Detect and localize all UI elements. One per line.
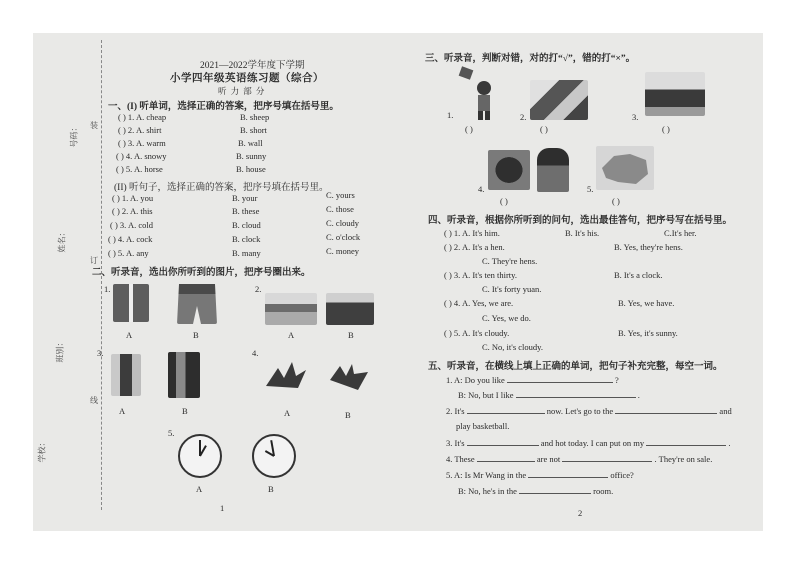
fill-3	[446, 438, 731, 448]
fill-3-text-1: 3. It's	[446, 438, 465, 448]
blank-3b[interactable]	[646, 445, 726, 446]
q4-4-b: B. Yes, we have.	[618, 298, 675, 308]
girl-picture	[537, 148, 569, 192]
margin-label-school: 学校：	[37, 438, 47, 463]
binding-char-3: 线	[90, 396, 98, 405]
fill-5-b-end: room.	[593, 486, 614, 496]
q4-1-b: B. It's his.	[565, 228, 600, 238]
p2-q4-c: C. o'clock	[326, 232, 361, 242]
fill-1-a-end: ?	[615, 375, 619, 385]
p1-q3: ( ) 3. A. warm	[118, 138, 166, 148]
p2-q3: ( ) 3. A. cold	[110, 220, 153, 230]
s2-q5-a: A	[196, 484, 203, 494]
blank-4b[interactable]	[562, 461, 652, 462]
blank-3a[interactable]	[467, 445, 539, 446]
s2-q4-a: A	[284, 408, 291, 418]
shoes-picture	[488, 150, 530, 190]
section-1-heading: 一、(I) 听单词，选择正确的答案，把序号填在括号里。	[108, 102, 339, 112]
s3-answer-4[interactable]: ( )	[500, 196, 508, 206]
q4-2-a: ( ) 2. A. It's a hen.	[444, 242, 505, 252]
s2-num-4: 4.	[252, 348, 259, 358]
boy-kite-picture	[458, 66, 498, 122]
page-number-2: 2	[578, 508, 583, 518]
exam-title: 小学四年级英语练习题（综合）	[170, 73, 324, 84]
s3-answer-1[interactable]: ( )	[465, 124, 473, 134]
china-map-picture	[596, 146, 654, 190]
s3-answer-2[interactable]: ( )	[540, 124, 548, 134]
section-1b-heading: (II) 听句子，选择正确的答案，把序号填在括号里。	[114, 183, 329, 193]
q4-4-a: ( ) 4. A. Yes, we are.	[444, 298, 514, 308]
s2-q1-b: B	[193, 330, 199, 340]
p1-q1-b: B. sheep	[240, 112, 270, 122]
fill-4-text-3: . They're on sale.	[654, 454, 713, 464]
section-3-heading: 三、听录音，判断对错，对的打“√”，错的打“×”。	[425, 54, 636, 64]
q4-2-c: C. They're hens.	[482, 256, 538, 266]
s3-num-1: 1.	[447, 110, 454, 120]
p1-q4-b: B. sunny	[236, 151, 267, 161]
clock-b-picture	[252, 434, 296, 478]
people-picture	[530, 80, 588, 120]
p1-q5: ( ) 5. A. horse	[116, 164, 163, 174]
fill-2-text-3: and	[719, 406, 732, 416]
field-picture	[326, 293, 374, 325]
fill-2-text-2: now. Let's go to the	[546, 406, 614, 416]
q4-3-b: B. It's a clock.	[614, 270, 663, 280]
clock-a-picture	[178, 434, 222, 478]
fill-5-a	[446, 470, 634, 480]
q4-5-b: B. Yes, it's sunny.	[618, 328, 678, 338]
s3-num-5: 5.	[587, 184, 594, 194]
fill-1-b-text: B: No, but I like	[458, 390, 514, 400]
q4-2-b: B. Yes, they're hens.	[614, 242, 683, 252]
boy-door-picture	[168, 352, 200, 398]
p1-q1: ( ) 1. A. cheap	[118, 112, 167, 122]
p1-q4: ( ) 4. A. snowy	[116, 151, 167, 161]
p2-q5: ( ) 5. A. any	[108, 248, 149, 258]
fill-4-text-1: 4. These	[446, 454, 475, 464]
hens-picture	[328, 358, 372, 394]
binding-char-2: 订	[90, 256, 98, 265]
blank-4a[interactable]	[477, 461, 535, 462]
fill-3-text-3: .	[728, 438, 731, 448]
section-5-heading: 五、听录音，在横线上填上正确的单词，把句子补充完整，每空一词。	[428, 362, 723, 372]
p1-q2: ( ) 2. A. shirt	[118, 125, 162, 135]
p2-q5-b: B. many	[232, 248, 261, 258]
fill-1-a	[446, 375, 619, 385]
boy-washing-picture	[111, 354, 141, 396]
p2-q3-b: B. cloud	[232, 220, 261, 230]
s3-num-3: 3.	[632, 112, 639, 122]
blank-5b[interactable]	[519, 493, 591, 494]
q4-4-c: C. Yes, we do.	[482, 313, 531, 323]
chairs-picture	[645, 72, 705, 116]
s2-q3-b: B	[182, 406, 188, 416]
p2-q1-c: C. yours	[326, 190, 355, 200]
p2-q2-c: C. those	[326, 204, 354, 214]
fill-3-text-2: and hot today. I can put on my	[540, 438, 645, 448]
q4-1-a: ( ) 1. A. It's him.	[444, 228, 500, 238]
s2-num-1: 1.	[104, 284, 111, 294]
s2-q5-b: B	[268, 484, 274, 494]
fill-4	[446, 454, 712, 464]
s2-q4-b: B	[345, 410, 351, 420]
s3-num-4: 4.	[478, 184, 485, 194]
listening-heading: 听 力 部 分	[218, 86, 266, 96]
s2-q3-a: A	[119, 406, 126, 416]
section-4-heading: 四、听录音，根据你所听到的问句，选出最佳答句，把序号写在括号里。	[428, 216, 733, 226]
s2-num-3: 3.	[97, 348, 104, 358]
s2-num-5: 5.	[168, 428, 175, 438]
margin-label-name: 姓名：	[57, 228, 67, 253]
s2-num-2: 2.	[255, 284, 262, 294]
s3-num-2: 2.	[520, 112, 527, 122]
fill-5-b	[458, 486, 613, 496]
section-2-heading: 二、听录音，选出你所听到的图片，把序号圈出来。	[92, 268, 311, 278]
fill-2-text-1: 2. It's	[446, 406, 465, 416]
p2-q2: ( ) 2. A. this	[112, 206, 153, 216]
blank-2a[interactable]	[467, 413, 545, 414]
fill-2	[446, 406, 732, 416]
exam-year: 2021—2022学年度下学期	[200, 61, 305, 71]
q4-3-c: C. It's forty yuan.	[482, 284, 542, 294]
p2-q4: ( ) 4. A. cock	[108, 234, 153, 244]
building-picture	[265, 293, 317, 325]
blank-1b[interactable]	[516, 397, 636, 398]
s2-q2-a: A	[288, 330, 295, 340]
fill-1-a-text: 1. A: Do you like	[446, 375, 505, 385]
s2-q1-a: A	[126, 330, 133, 340]
p2-q3-c: C. cloudy	[326, 218, 360, 228]
blank-2b[interactable]	[615, 413, 717, 414]
p2-q4-b: B. clock	[232, 234, 261, 244]
fill-1-b-end: .	[637, 390, 640, 400]
p1-q3-b: B. wall	[238, 138, 263, 148]
margin-label-number: 号码：	[69, 123, 79, 148]
page-number-1: 1	[220, 503, 225, 513]
fill-2-cont: play basketball.	[456, 421, 510, 431]
fill-1-b	[458, 390, 640, 400]
margin-label-class: 班别：	[55, 338, 65, 363]
p2-q1-b: B. your	[232, 193, 258, 203]
q4-5-c: C. No, it's cloudy.	[482, 342, 543, 352]
p2-q2-b: B. these	[232, 206, 260, 216]
fill-4-text-2: are not	[536, 454, 561, 464]
binding-char-1: 装	[90, 121, 98, 130]
s3-answer-3[interactable]: ( )	[662, 124, 670, 134]
p1-q5-b: B. house	[236, 164, 266, 174]
fill-5-a-end: office?	[610, 470, 634, 480]
blank-1a[interactable]	[507, 382, 613, 383]
s2-q2-b: B	[348, 330, 354, 340]
p1-q2-b: B. short	[240, 125, 267, 135]
fill-5-b-text: B: No, he's in the	[458, 486, 517, 496]
q4-1-c: C.It's her.	[664, 228, 697, 238]
p2-q1: ( ) 1. A. you	[112, 193, 154, 203]
trousers-picture	[113, 284, 149, 322]
q4-5-a: ( ) 5. A. It's cloudy.	[444, 328, 510, 338]
p2-q5-c: C. money	[326, 246, 360, 256]
q4-3-a: ( ) 3. A. It's ten thirty.	[444, 270, 517, 280]
fill-5-a-text: 5. A: Is Mr Wang in the	[446, 470, 527, 480]
s3-answer-5[interactable]: ( )	[612, 196, 620, 206]
blank-5a[interactable]	[528, 477, 608, 478]
hen-picture	[262, 358, 308, 394]
